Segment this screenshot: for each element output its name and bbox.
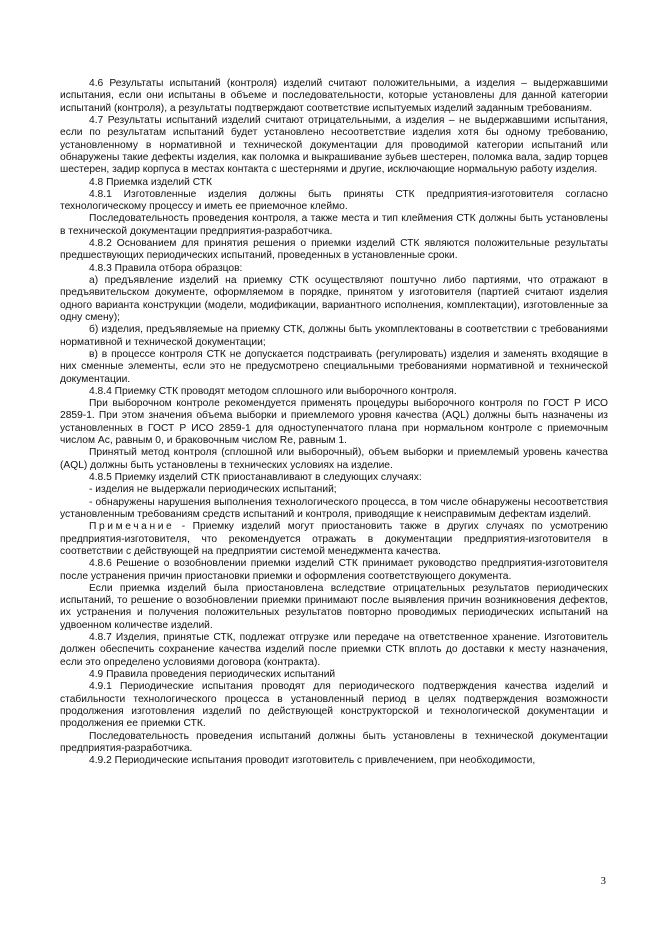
list-item-b: б) изделия, предъявляемые на приемку СТК, должны быть укомплектованы в соответствии с требованиями нормативной и технической документации;	[60, 324, 608, 348]
paragraph-4-8-5: 4.8.5 Приемку изделий СТК приостанавливают в следующих случаях:	[89, 472, 422, 483]
paragraph: Если приемка изделий была приостановлена вследствие отрицательных результатов периодических испытаний, то решение о возобновлении приемки принимают после выявления причин возникновения дефектов, их устранения и получения положительных результатов повторно проводимых периодических испытаний на удвоенном количестве изделий.	[60, 582, 608, 631]
page-number: 3	[600, 875, 606, 887]
paragraph: Последовательность проведения контроля, а также места и тип клеймения СТК должны быть установлены в технической документации предприятия-разработчика.	[60, 213, 608, 237]
paragraph-4-8-3: 4.8.3 Правила отбора образцов:	[89, 262, 243, 274]
note-text: - Приемку изделий могут приостановить также в других случаях по усмотрению предприятия-изготовителя, что рекомендуется отражать в документации предприятия-изготовителя в соответствии с действующей на предприятии системой менеджмента качества.	[60, 521, 608, 557]
paragraph: Принятый метод контроля (сплошной или выборочный), объем выборки и приемлемый уровень качества (AQL) должны быть установлены в технических условиях на изделие.	[60, 447, 608, 471]
paragraph-4-6: 4.6 Результаты испытаний (контроля) изделий считают положительными, а изделия – выдержавшими испытания, если они испытаны в объеме и последовательности, которые установлены для данной категории испытаний (контроля), а результаты подтверждают соответствие испытуемых изделий заданным требованиям.	[60, 78, 608, 114]
paragraph-4-9-1: 4.9.1 Периодические испытания проводят для периодического подтверждения качества изделий и стабильности технологического процесса в установленный период в целях подтверждения возможности продолжения изготовления изделий по действующей конструкторской и технологической документации и продолжения ее приемки СТК.	[60, 681, 608, 730]
document-body	[60, 78, 608, 768]
list-item-dash: - изделия не выдержали периодических испытаний;	[89, 484, 337, 496]
list-item-dash: - обнаружены нарушения выполнения технологического процесса, в том числе обнаружены несоответствия установленным требованиям средств испытаний и контроля, приводящие к неисправимым дефектам изделий.	[60, 496, 608, 520]
note-label: Примечание	[89, 521, 175, 533]
paragraph-4-9-2: 4.9.2 Периодические испытания проводит изготовитель с привлечением, при необходимости,	[89, 755, 536, 767]
section-heading-4-9: 4.9 Правила проведения периодических испытаний	[89, 669, 336, 680]
paragraph-4-8-7: 4.8.7 Изделия, принятые СТК, подлежат отгрузке или передаче на ответственное хранение. Изготовитель должен обеспечить сохранение качества изделий после приемки СТК вплоть до доставки к месту назначения, если это определено условиями договора (контракта).	[60, 632, 608, 668]
paragraph-4-8-4: 4.8.4 Приемку СТК проводят методом сплошного или выборочного контроля.	[89, 385, 457, 397]
paragraph: Последовательность проведения испытаний должны быть установлены в технической документации предприятия-разработчика.	[60, 730, 608, 754]
paragraph-4-8-2: 4.8.2 Основанием для принятия решения о приемки изделий СТК являются положительные результаты предшествующих периодических испытаний, проведенных в установленные сроки.	[60, 238, 608, 262]
section-heading-4-8: 4.8 Приемка изделий СТК	[89, 176, 213, 188]
list-item-v: в) в процессе контроля СТК не допускается подстраивать (регулировать) изделия и заменять входящие в них сменные элементы, если это не предусмотрено специальными требованиями нормативной и технической документации.	[60, 348, 608, 385]
paragraph-4-7: 4.7 Результаты испытаний изделий считают отрицательными, а изделия – не выдержавшими испытания, если по результатам испытаний будет установлено несоответствие изделия хотя бы одному требованию, установленному в нормативной и технической документации для проводимой категории испытаний или обнаружены такие дефекты изделия, как поломка и выкрашивание зубьев шестерен, поломка вала, задир торцев шестерен, задир корпуса в местах контакта с шестернями и другие, исключающие нормальную работу изделия.	[60, 114, 608, 176]
paragraph-4-8-6: 4.8.6 Решение о возобновлении приемки изделий СТК принимает руководство предприятия-изготовителя после устранения причин приостановки приемки и оформления соответствующего документа.	[60, 558, 608, 582]
note-paragraph	[60, 521, 608, 558]
list-item-a: а) предъявление изделий на приемку СТК осуществляют поштучно либо партиями, что отражают в предъявительском документе, оформляемом в порядке, принятом у изготовителя (партией считают изделия одного варианта конструкции (модели, модификации, вариантного исполнения, комплектации), изготовленные за одну смену);	[60, 275, 608, 323]
paragraph: При выборочном контроле рекомендуется применять процедуры выборочного контроля по ГОСТ Р ИСО 2859-1. При этом значения объема выборки и приемлемого уровня качества (AQL) должны быть назначены из установленных в ГОСТ Р ИСО 2859-1 для одноступенчатого плана при нормальном контроле с приемочным числом Ас, равным 0, и браковочным числом Re, равным 1.	[60, 398, 608, 447]
paragraph-4-8-1: 4.8.1 Изготовленные изделия должны быть приняты СТК предприятия-изготовителя согласно технологическому процессу и иметь ее приемочное клеймо.	[60, 188, 608, 213]
